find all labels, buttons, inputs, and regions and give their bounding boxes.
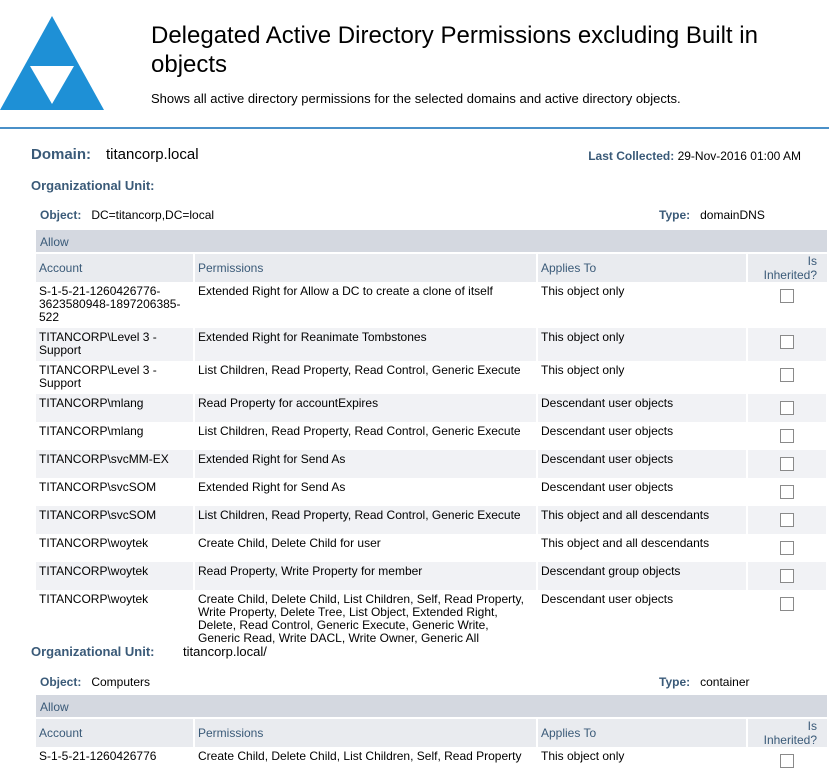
column-header-is-inherited[interactable]: Is Inherited?	[747, 254, 827, 282]
applies-to-cell: This object and all descendants	[537, 534, 747, 562]
applies-to-cell: This object only	[537, 328, 747, 361]
table-row	[36, 394, 827, 422]
applies-to-cell: Descendant user objects	[537, 590, 747, 649]
type-value: container	[700, 675, 750, 689]
inherited-checkbox[interactable]	[780, 569, 794, 583]
inherited-cell	[747, 328, 827, 361]
account-cell: TITANCORP\mlang	[36, 422, 194, 450]
account-cell: TITANCORP\Level 3 - Support	[36, 361, 194, 394]
applies-to-cell: This object only	[537, 747, 747, 775]
column-header-account[interactable]: Account	[36, 719, 194, 747]
account-cell: TITANCORP\svcMM-EX	[36, 450, 194, 478]
account-cell: TITANCORP\svcSOM	[36, 506, 194, 534]
inherited-checkbox[interactable]	[780, 429, 794, 443]
type-label: Type:	[659, 675, 691, 689]
column-header-account[interactable]: Account	[36, 254, 194, 282]
account-cell: S-1-5-21-1260426776	[36, 747, 194, 775]
inherited-cell	[747, 534, 827, 562]
column-header-applies-to[interactable]: Applies To	[537, 719, 747, 747]
report-title: Delegated Active Directory Permissions excluding Built in objects	[151, 22, 758, 78]
applies-to-cell: Descendant user objects	[537, 478, 747, 506]
object-value: DC=titancorp,DC=local	[91, 208, 215, 222]
inherited-cell	[747, 361, 827, 394]
inherited-cell	[747, 394, 827, 422]
inherited-checkbox[interactable]	[780, 289, 794, 303]
permissions-table	[36, 254, 828, 649]
column-header-is-inherited[interactable]: Is Inherited?	[747, 719, 827, 747]
inherited-checkbox[interactable]	[780, 513, 794, 527]
table-row	[36, 422, 827, 450]
permissions-cell: List Children, Read Property, Read Control, Generic Execute	[194, 361, 537, 394]
inherited-checkbox[interactable]	[780, 401, 794, 415]
inherited-checkbox[interactable]	[780, 541, 794, 555]
permissions-cell: List Children, Read Property, Read Control, Generic Execute	[194, 506, 537, 534]
object-value: Computers	[91, 675, 151, 689]
inherited-cell	[747, 747, 827, 775]
inherited-cell	[747, 478, 827, 506]
account-cell: S-1-5-21-1260426776-3623580948-1897206385-522	[36, 282, 194, 328]
inherited-checkbox[interactable]	[780, 457, 794, 471]
permissions-table	[36, 719, 828, 775]
account-cell: TITANCORP\Level 3 - Support	[36, 328, 194, 361]
table-row	[36, 450, 827, 478]
applies-to-cell: This object only	[537, 361, 747, 394]
ou-label: Organizational Unit:	[31, 644, 155, 659]
permissions-cell: Extended Right for Allow a DC to create a clone of itself	[194, 282, 537, 328]
table-row	[36, 282, 827, 328]
domain-label: Domain:	[31, 146, 91, 163]
report-subtitle: Shows all active directory permissions for the selected domains and active directory objects.	[151, 91, 681, 106]
inherited-checkbox[interactable]	[780, 754, 794, 768]
table-row	[36, 361, 827, 394]
last-collected	[588, 149, 801, 163]
account-cell: TITANCORP\woytek	[36, 562, 194, 590]
inherited-cell	[747, 506, 827, 534]
allow-section-header: Allow	[36, 695, 827, 717]
inherited-checkbox[interactable]	[780, 485, 794, 499]
allow-section-header: Allow	[36, 230, 827, 252]
permissions-cell: Extended Right for Reanimate Tombstones	[194, 328, 537, 361]
table-row	[36, 328, 827, 361]
triangle-logo-icon	[0, 16, 104, 110]
inherited-cell	[747, 282, 827, 328]
object-type	[659, 675, 750, 689]
inherited-cell	[747, 562, 827, 590]
object-row	[40, 675, 780, 691]
table-row	[36, 747, 827, 775]
applies-to-cell: Descendant group objects	[537, 562, 747, 590]
applies-to-cell: Descendant user objects	[537, 450, 747, 478]
table-header-row	[36, 254, 827, 282]
table-row	[36, 534, 827, 562]
applies-to-cell: Descendant user objects	[537, 394, 747, 422]
account-cell: TITANCORP\mlang	[36, 394, 194, 422]
ou-label: Organizational Unit:	[31, 178, 155, 193]
report-header	[0, 0, 829, 129]
permissions-cell: List Children, Read Property, Read Control, Generic Execute	[194, 422, 537, 450]
column-header-applies-to[interactable]: Applies To	[537, 254, 747, 282]
permissions-cell: Create Child, Delete Child, List Children, Self, Read Property, Write Property, Delete Tree, List Object, Extended Right, Delete, Read Control, Generic Execute, Generic Write, Generic Read, Write DACL, Write Owner, Generic All	[194, 590, 537, 649]
permissions-cell: Create Child, Delete Child, List Children, Self, Read Property	[194, 747, 537, 775]
table-row	[36, 478, 827, 506]
type-value: domainDNS	[700, 208, 765, 222]
permissions-cell: Read Property, Write Property for member	[194, 562, 537, 590]
object-type	[659, 208, 765, 222]
object-label: Object:	[40, 675, 82, 689]
object-row	[40, 208, 780, 224]
inherited-checkbox[interactable]	[780, 335, 794, 349]
account-cell: TITANCORP\woytek	[36, 590, 194, 649]
domain-value: titancorp.local	[106, 146, 199, 163]
applies-to-cell: This object and all descendants	[537, 506, 747, 534]
table-row	[36, 562, 827, 590]
permissions-cell: Create Child, Delete Child for user	[194, 534, 537, 562]
permissions-cell: Extended Right for Send As	[194, 450, 537, 478]
inherited-cell	[747, 422, 827, 450]
account-cell: TITANCORP\svcSOM	[36, 478, 194, 506]
column-header-permissions[interactable]: Permissions	[194, 254, 537, 282]
applies-to-cell: Descendant user objects	[537, 422, 747, 450]
applies-to-cell: This object only	[537, 282, 747, 328]
table-row	[36, 506, 827, 534]
inherited-cell	[747, 450, 827, 478]
table-row	[36, 590, 827, 649]
inherited-cell	[747, 590, 827, 649]
table-header-row	[36, 719, 827, 747]
ou-value: titancorp.local/	[183, 644, 267, 659]
permissions-cell: Read Property for accountExpires	[194, 394, 537, 422]
account-cell: TITANCORP\woytek	[36, 534, 194, 562]
last-collected-value: 29-Nov-2016 01:00 AM	[677, 149, 801, 163]
inherited-checkbox[interactable]	[780, 597, 794, 611]
inherited-checkbox[interactable]	[780, 368, 794, 382]
column-header-permissions[interactable]: Permissions	[194, 719, 537, 747]
object-label: Object:	[40, 208, 82, 222]
last-collected-label: Last Collected:	[588, 149, 675, 163]
permissions-cell: Extended Right for Send As	[194, 478, 537, 506]
type-label: Type:	[659, 208, 691, 222]
